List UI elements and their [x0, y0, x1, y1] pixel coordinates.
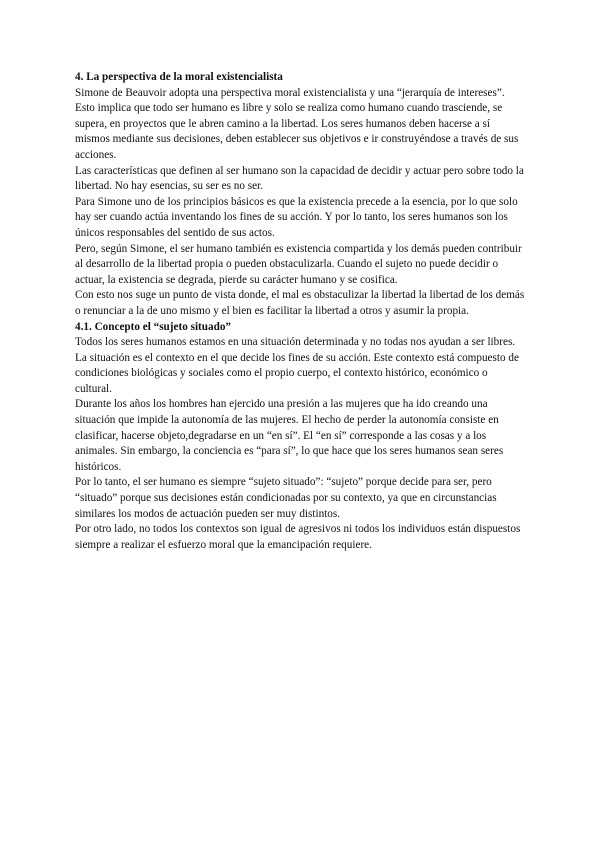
paragraph-situated-subject: Por lo tanto, el ser humano es siempre “sujeto situado”: “sujeto” porque decide para ser, pero “situado” porque sus decisiones están condicionadas por su contexto, ya que en circunstancias similares los modos de actuación pueden ser muy distintos.: [75, 476, 497, 520]
paragraph-intro: Simone de Beauvoir adopta una perspectiva moral existencialista y una “jerarquía de intereses”. Esto implica que todo ser humano es libre y solo se realiza como humano cuando trasciende, se supera, en proyectos que le abren camino a la libertad. Los seres humanos deben hacerse a sí mismos mediante sus decisiones, deben establecer sus objetivos e ir construyéndose a través de sus acciones.: [75, 86, 519, 161]
paragraph-shared-existence: Pero, según Simone, el ser humano también es existencia compartida y los demás pueden contribuir al desarrollo de la libertad propia o pueden obstaculizarla. Cuando el sujeto no puede decidir o actuar, la existencia se degrada, pierde su carácter humano y se cosifica.: [75, 242, 522, 286]
paragraph-situation: Todos los seres humanos estamos en una situación determinada y no todas nos ayudan a ser libres. La situación es el contexto en el que decide los fines de su acción. Este contexto está compuesto de condiciones biológicas y sociales como el propio cuerpo, el contexto histórico, económico o cultural.: [75, 336, 519, 395]
section-heading: 4. La perspectiva de la moral existencialista: [75, 71, 283, 83]
paragraph-characteristics: Las características que definen al ser humano son la capacidad de decidir y actuar pero sobre todo la libertad. No hay esencias, su ser es no ser.: [75, 164, 524, 193]
subsection-heading: 4.1. Concepto el “sujeto situado”: [75, 320, 232, 333]
paragraph-women-autonomy: Durante los años los hombres han ejercido una presión a las mujeres que ha ido creando una situación que impide la autonomía de las mujeres. El hecho de perder la autonomía consiste en clasificar, hacerse objeto,degradarse en un “en sí”. El “en sí” corresponde a las cosas y a los animales. Sin embargo, la conciencia es “para sí”, lo que hace que los seres humanos sean seres históricos.: [75, 398, 504, 473]
paragraph-contexts: Por otro lado, no todos los contextos son igual de agresivos ni todos los individuos están dispuestos siempre a realizar el esfuerzo moral que la emancipación requiere.: [75, 523, 521, 551]
paragraph-good-and-evil: Con esto nos suge un punto de vista donde, el mal es obstaculizar la libertad la libertad de los demás o renunciar a la de uno mismo y el bien es facilitar la libertad a otros y asumir la propia.: [75, 289, 525, 317]
paragraph-existence-precedes-essence: Para Simone uno de los principios básicos es que la existencia precede a la esencia, por lo que solo hay ser cuando actúa inventando los fines de su acción. Y por lo tanto, los seres humanos son los únicos responsables del sentido de sus actos.: [75, 195, 518, 239]
document-page: [75, 70, 527, 553]
